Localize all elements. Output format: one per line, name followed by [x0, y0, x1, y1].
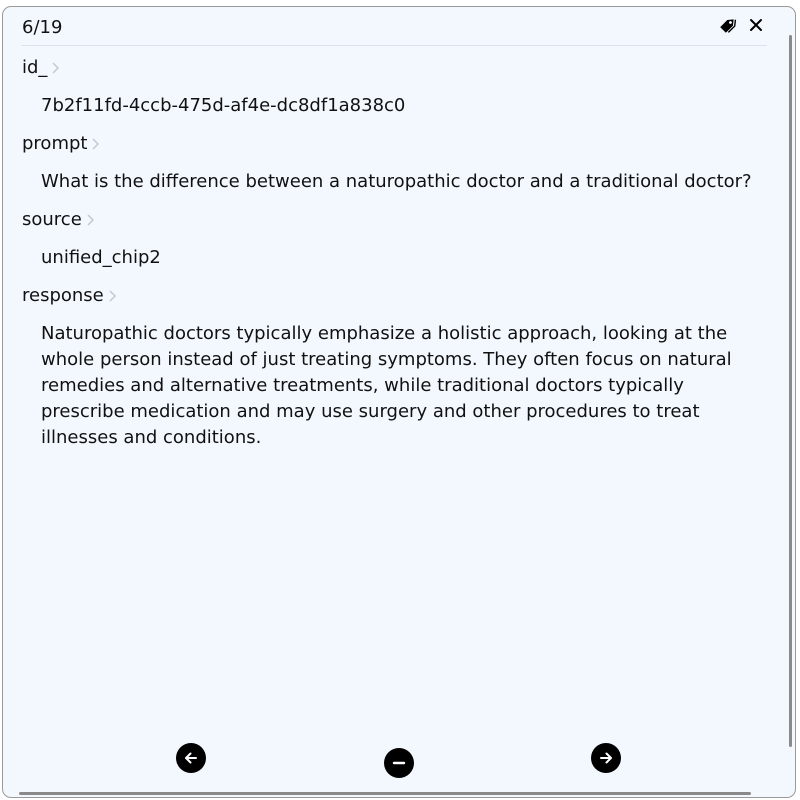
field-value-response: Naturopathic doctors typically emphasize a holistic approach, looking at the whole person instead of just treating symptoms. They often focus on natural remedies and alternative treatments, while traditional doctors typically prescribe medication and may use surgery and other procedures to treat illnesses and conditions. [41, 323, 732, 448]
record-content [22, 51, 759, 461]
field-id [22, 53, 759, 119]
field-key-response[interactable]: response [22, 281, 759, 311]
previous-button[interactable] [176, 743, 206, 773]
horizontal-scrollbar[interactable] [19, 792, 751, 795]
field-key-id[interactable]: id_ [22, 53, 759, 83]
close-icon [745, 14, 767, 36]
field-value-source: unified_chip2 [41, 247, 161, 268]
next-button[interactable] [591, 743, 621, 773]
field-key-prompt[interactable]: prompt [22, 129, 759, 159]
chevron-right-icon [84, 211, 98, 229]
tag-icon [717, 14, 739, 36]
field-value-prompt: What is the difference between a naturopathic doctor and a traditional doctor? [41, 171, 752, 192]
record-viewer-window [2, 6, 796, 798]
chevron-right-icon [49, 59, 63, 77]
field-response [22, 281, 759, 451]
remove-button[interactable] [384, 748, 414, 778]
field-prompt [22, 129, 759, 195]
header [21, 7, 767, 46]
close-button[interactable] [745, 14, 767, 36]
minus-circle-icon [390, 754, 408, 772]
arrow-left-circle-icon [182, 749, 200, 767]
vertical-scrollbar[interactable] [789, 35, 792, 747]
field-key-source[interactable]: source [22, 205, 759, 235]
field-source [22, 205, 759, 271]
chevron-right-icon [89, 135, 103, 153]
field-value-id: 7b2f11fd-4ccb-475d-af4e-dc8df1a838c0 [41, 95, 406, 116]
chevron-right-icon [106, 287, 120, 305]
arrow-right-circle-icon [597, 749, 615, 767]
tag-button[interactable] [717, 14, 739, 36]
record-counter: 6/19 [22, 17, 63, 38]
